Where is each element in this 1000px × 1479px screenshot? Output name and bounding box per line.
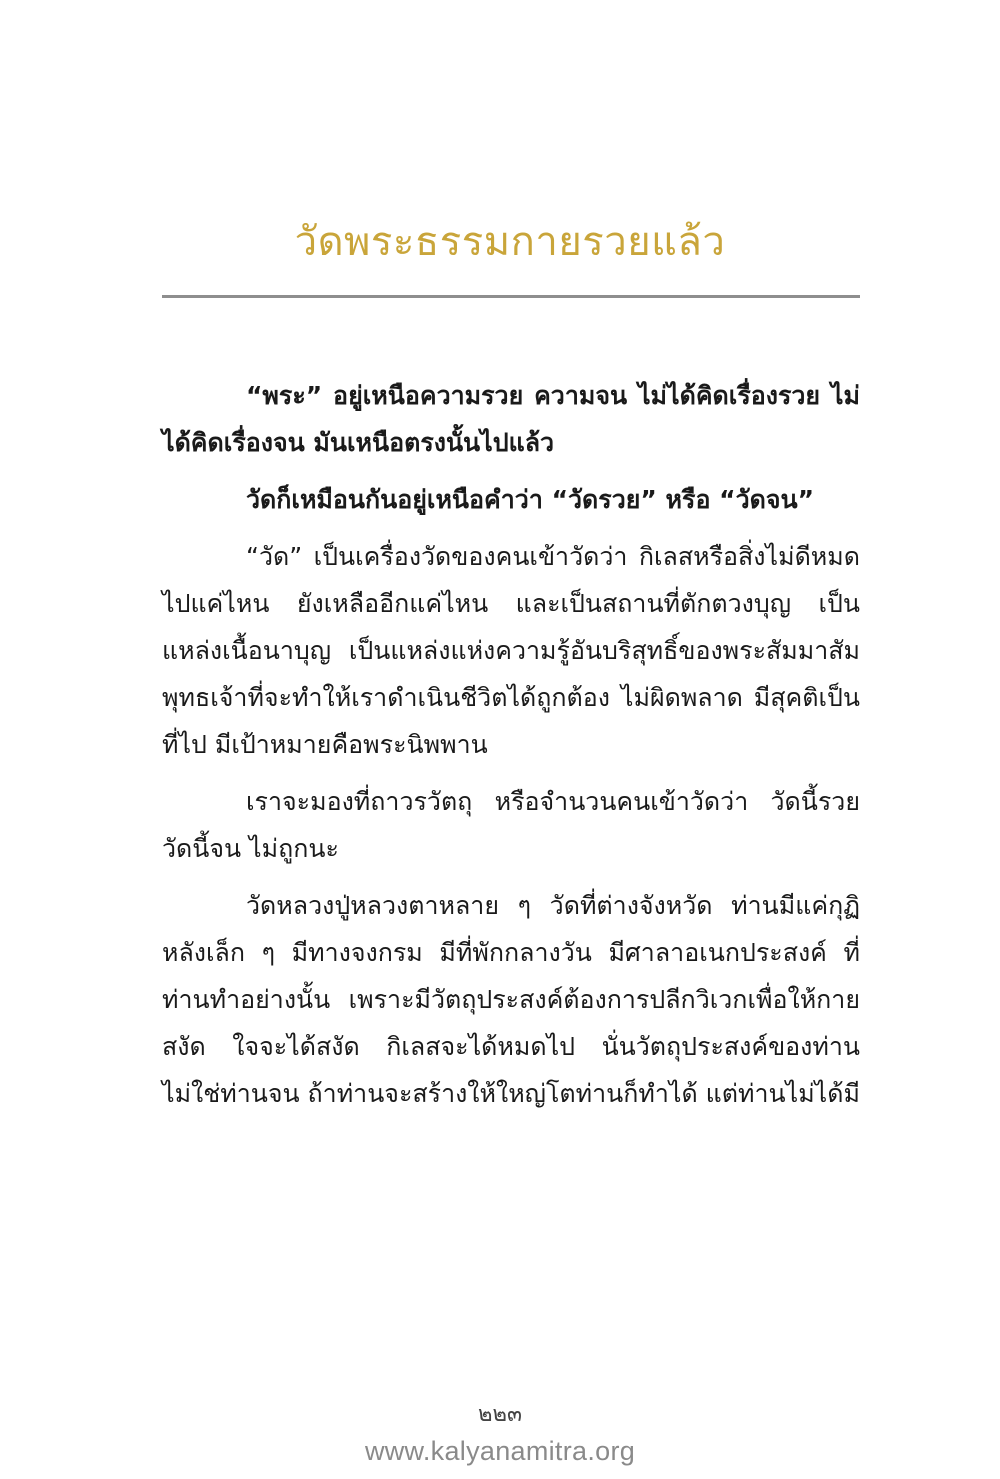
paragraph-5: วัดหลวงปู่หลวงตาหลาย ๆ วัดที่ต่างจังหวัด ท่านมีแค่กุฏิหลังเล็ก ๆ มีทางจงกรม มีที่พักกลางวัน มีศาลาอเนกประสงค์ ที่ท่านทำอย่างนั้น เพราะมีวัตถุประสงค์ต้องการปลีกวิเวกเพื่อให้กายสงัด ใจจะได้สงัด กิเลสจะได้หมดไป นั่นวัตถุประสงค์ของท่าน ไม่ใช่ท่านจน ถ้าท่านจะสร้างให้ใหญ่โตท่านก็ทำได้ แต่ท่านไม่ได้มี bbox=[162, 891, 860, 1108]
paragraph-3: “วัด” เป็นเครื่องวัดของคนเข้าวัดว่า กิเลสหรือสิ่งไม่ดีหมดไปแค่ไหน ยังเหลืออีกแค่ไหน และเป็นสถานที่ตักตวงบุญ เป็นแหล่งเนื้อนาบุญ เป็นแหล่งแห่งความรู้อันบริสุทธิ์ของพระสัมมาสัมพุทธเจ้าที่จะทำให้เราดำเนินชีวิตได้ถูกต้อง ไม่ผิดพลาด มีสุคติเป็นที่ไป มีเป้าหมายคือพระนิพพาน bbox=[162, 542, 860, 759]
page-title: วัดพระธรรมกายรวยแล้ว bbox=[294, 219, 726, 265]
paragraph-4: เราจะมองที่ถาวรวัตถุ หรือจำนวนคนเข้าวัดว่า วัดนี้รวย วัดนี้จน ไม่ถูกนะ bbox=[162, 787, 860, 863]
title-divider bbox=[162, 295, 860, 298]
page-number: ๒๒๓ bbox=[477, 1402, 523, 1427]
body-text bbox=[162, 372, 860, 1117]
paragraph-2: วัดก็เหมือนกันอยู่เหนือคำว่า “วัดรวย” หรือ “วัดจน” bbox=[246, 485, 815, 514]
paragraph-1: “พระ” อยู่เหนือความรวย ความจน ไม่ได้คิดเรื่องรวย ไม่ได้คิดเรื่องจน มันเหนือตรงนั้นไปแล้ว bbox=[162, 381, 860, 457]
footer-url[interactable]: www.kalyanamitra.org bbox=[364, 1436, 636, 1466]
